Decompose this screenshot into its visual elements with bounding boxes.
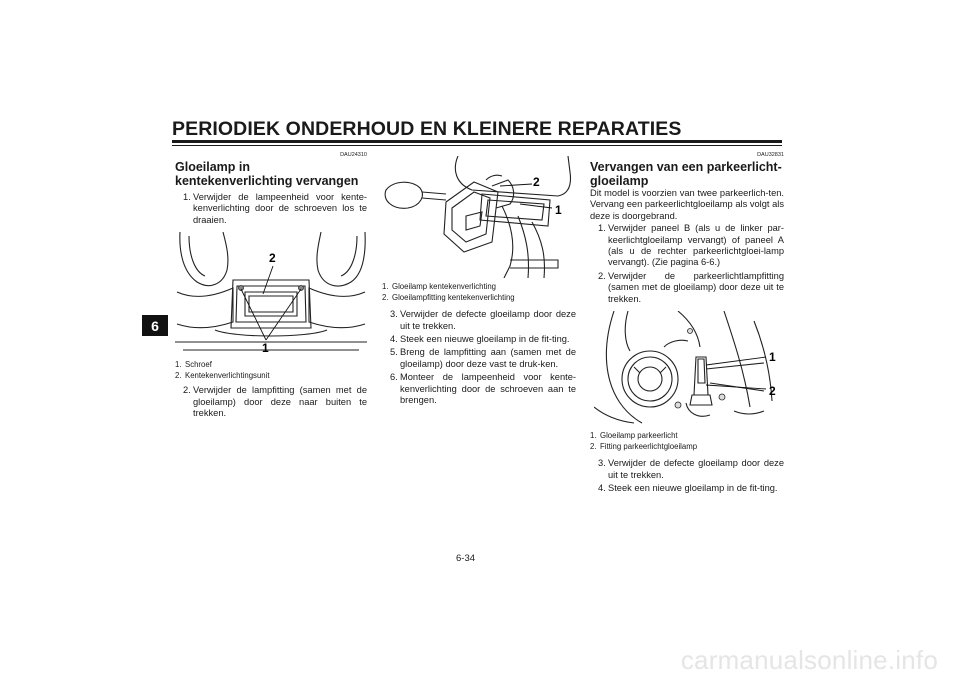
step-item [590, 458, 784, 481]
step-item [382, 309, 576, 332]
caption-item [175, 371, 367, 382]
step-number: 3. [598, 458, 606, 469]
step-text: Verwijder de defecte gloeilamp door deze uit te trekken. [608, 458, 784, 480]
step-item [175, 385, 367, 419]
step-number: 3. [390, 309, 398, 320]
caption-number: 1. [175, 360, 182, 370]
callout-label: 2 [769, 384, 776, 399]
header-rule-thin [172, 145, 782, 146]
step-text: Verwijder de lampeenheid voor kente-kenverlichting door de schroeven los te draaien. [193, 192, 367, 225]
section-license-light [175, 152, 367, 422]
step-list [175, 192, 367, 226]
callout-label: 1 [262, 341, 269, 356]
step-list [590, 223, 784, 305]
step-text: Verwijder de defecte gloeilamp door deze uit te trekken. [400, 309, 576, 331]
page-title: PERIODIEK ONDERHOUD EN KLEINERE REPARATIES [172, 118, 682, 140]
step-item [175, 192, 367, 226]
step-item [382, 347, 576, 370]
section-title: Vervangen van een parkeerlicht-gloeilamp [590, 160, 782, 188]
license-light-figure [175, 232, 367, 356]
caption-list [175, 360, 367, 381]
caption-number: 2. [175, 370, 182, 380]
caption-text: Gloeilamp parkeerlicht [600, 431, 678, 441]
section-parking-light [590, 152, 784, 496]
caption-list [590, 431, 784, 452]
chapter-tab: 6 [142, 315, 168, 336]
caption-text: Kentekenverlichtingsunit [185, 370, 270, 380]
caption-item [590, 431, 784, 442]
parking-light-figure [594, 311, 784, 427]
callout-label: 2 [533, 175, 540, 189]
doc-code: DAU32831 [757, 152, 784, 158]
caption-item [382, 282, 576, 293]
step-item [590, 223, 784, 269]
intro-paragraph: Dit model is voorzien van twee parkeerlich-ten. Vervang een parkeerlichtgloeilamp als volgt als deze is doorgebrand. [590, 188, 784, 221]
step-list [590, 458, 784, 494]
callout-label: 1 [769, 350, 776, 365]
step-number: 4. [390, 334, 398, 344]
caption-number: 2. [382, 292, 389, 302]
caption-text: Gloeilampfitting kentekenverlichting [392, 292, 515, 302]
step-list [175, 385, 367, 419]
step-number: 1. [598, 223, 606, 234]
step-text: Verwijder de lampfitting (samen met de gloeilamp) door deze naar buiten te trekken. [193, 385, 367, 419]
step-number: 4. [598, 483, 606, 494]
caption-number: 2. [590, 441, 597, 451]
step-list [382, 309, 576, 406]
page-number: 6-34 [456, 553, 476, 564]
watermark: carmanualsonline.info [680, 645, 938, 675]
step-text: Verwijder de parkeerlichtlampfitting (samen met de gloeilamp) door deze uit te trekken. [608, 270, 784, 304]
step-text: Steek een nieuwe gloeilamp in de fit-ting. [400, 334, 570, 344]
callout-label: 2 [269, 251, 276, 266]
step-number: 6. [390, 372, 398, 383]
section-license-bulb [382, 156, 576, 408]
caption-list [382, 282, 576, 303]
header-rule [172, 140, 782, 143]
step-item [382, 372, 576, 406]
step-item [590, 271, 784, 305]
step-text: Breng de lampfitting aan (samen met de gloeilamp) door deze vast te druk-ken. [400, 347, 576, 369]
step-number: 2. [598, 270, 606, 281]
section-title: Gloeilamp in kentekenverlichting vervangen [175, 160, 359, 188]
caption-item [590, 442, 784, 453]
callout-label: 1 [555, 203, 562, 217]
caption-item [175, 360, 367, 371]
caption-number: 1. [590, 431, 597, 441]
caption-text: Schroef [185, 360, 212, 370]
step-text: Verwijder paneel B (als u de linker par-keerlichtgloeilamp vervangt) of paneel A (als u de rechter parkeerlichtgloei-lamp vervangt). (Zie pagina 6-6.) [608, 223, 784, 268]
step-number: 2. [183, 385, 191, 396]
doc-code: DAU24310 [340, 152, 367, 158]
step-item [590, 483, 784, 494]
caption-item [382, 293, 576, 304]
caption-number: 1. [382, 282, 389, 291]
caption-text: Fitting parkeerlichtgloeilamp [600, 441, 698, 451]
step-text: Monteer de lampeenheid voor kente-kenverlichting door de schroeven aan te brengen. [400, 372, 576, 406]
step-text: Steek een nieuwe gloeilamp in de fit-ting. [608, 483, 778, 494]
step-number: 5. [390, 347, 398, 358]
license-bulb-figure [382, 156, 576, 278]
step-number: 1. [183, 192, 191, 202]
step-item [382, 334, 576, 345]
caption-text: Gloeilamp kentekenverlichting [392, 282, 497, 291]
